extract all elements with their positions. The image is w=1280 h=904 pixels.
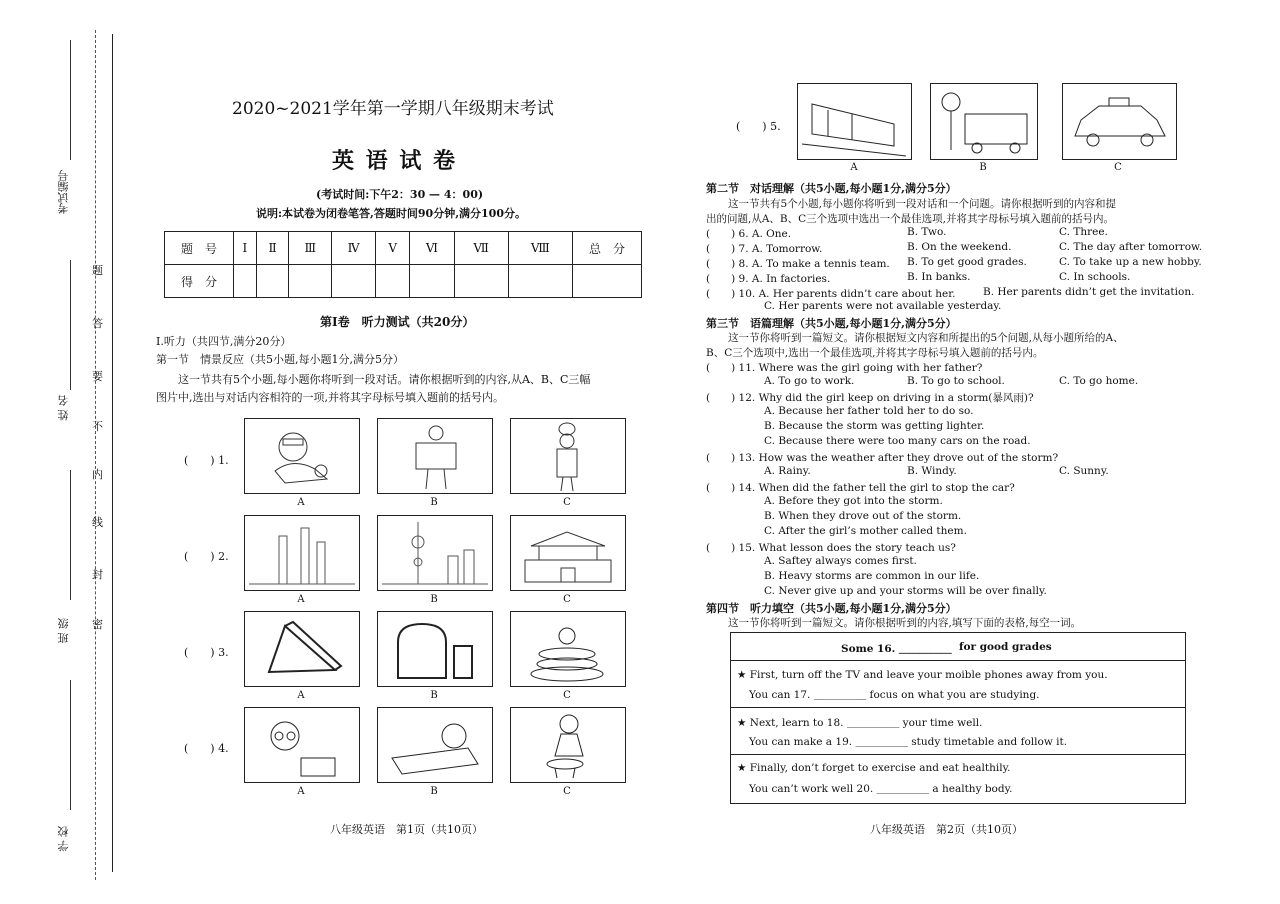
option-label-c: C — [563, 690, 571, 701]
pilot-boy-icon — [245, 419, 359, 493]
exam-note: 说明:本试卷为闭卷笔答,答题时间90分钟,满分100分。 — [256, 207, 526, 220]
score-head: Ⅳ — [332, 232, 376, 265]
q12-c: C. Because there were too many cars on the road. — [764, 435, 1031, 447]
pancakes-icon — [511, 612, 625, 686]
score-head: Ⅱ — [256, 232, 289, 265]
picture-tv-tower-skyline[interactable] — [377, 515, 493, 591]
option-label-a: A — [297, 786, 305, 797]
q15-c: C. Never give up and your storms will be over finally. — [764, 585, 1047, 597]
score-head: Ⅰ — [234, 232, 257, 265]
question-number[interactable]: ( ) 3. — [184, 646, 229, 659]
option-label-b: B — [430, 690, 438, 701]
cut-char: 内 — [92, 468, 103, 481]
boy-reading-icon — [245, 708, 359, 782]
fill-row-text: ★ First, turn off the TV and leave your moible phones away from you. — [737, 669, 1108, 681]
q11-a: A. To go to work. — [764, 375, 855, 387]
bus-stop-icon — [931, 84, 1037, 159]
question-number[interactable]: ( ) 1. — [184, 454, 229, 467]
option-label-c: C — [563, 594, 571, 605]
score-cell[interactable] — [508, 265, 572, 298]
score-head: Ⅵ — [410, 232, 454, 265]
q6-c: C. Three. — [1059, 226, 1108, 238]
q7-c: C. The day after tomorrow. — [1059, 241, 1203, 253]
q7-b: B. On the weekend. — [907, 241, 1012, 253]
score-head: 题 号 — [165, 232, 234, 265]
picture-chef[interactable] — [510, 418, 626, 494]
score-head: Ⅴ — [376, 232, 410, 265]
q13-c: C. Sunny. — [1059, 465, 1109, 477]
train-icon — [798, 84, 911, 159]
picture-pilot-boy[interactable] — [244, 418, 360, 494]
fill-table-divider — [731, 754, 1185, 755]
score-head: 总 分 — [573, 232, 642, 265]
option-label-a: A — [850, 162, 858, 173]
section1-instruction: 图片中,选出与对话内容相符的一项,并将其字母标号填入题前的括号内。 — [156, 391, 504, 404]
cut-char: 要 — [92, 370, 103, 383]
city-towers-icon — [245, 516, 359, 590]
exam-no-label: 考试编号 — [57, 170, 70, 214]
section1-title: 第一节 情景反应（共5小题,每小题1分,满分5分） — [156, 353, 404, 366]
score-head: Ⅶ — [454, 232, 508, 265]
q14-b: B. When they drove out of the storm. — [764, 510, 962, 522]
option-label-a: A — [297, 497, 305, 508]
picture-tiananmen[interactable] — [510, 515, 626, 591]
chef-icon — [511, 419, 625, 493]
q9-b: B. In banks. — [907, 271, 971, 283]
page-1 — [120, 0, 680, 904]
cut-char: 题 — [92, 264, 103, 277]
q10[interactable]: ( ) 10. A. Her parents didn’t care about her. — [706, 288, 956, 300]
q13[interactable]: ( ) 13. How was the weather after they drove out of the storm? — [706, 452, 1059, 464]
q14-c: C. After the girl’s mother called them. — [764, 525, 967, 537]
option-label-c: C — [563, 497, 571, 508]
picture-boy-washing[interactable] — [510, 707, 626, 783]
option-label-b: B — [430, 786, 438, 797]
q15[interactable]: ( ) 15. What lesson does the story teach us? — [706, 542, 956, 554]
section3-title: 第三节 语篇理解（共5小题,每小题1分,满分5分） — [706, 317, 957, 330]
page-footer: 八年级英语 第1页（共10页） — [330, 823, 483, 836]
section4-instruction: 这一节你将听到一篇短文。请你根据听到的内容,填写下面的表格,每空一词。 — [728, 617, 1082, 629]
fill-table-divider — [731, 660, 1185, 661]
name-label: 姓 名 — [57, 395, 70, 421]
picture-pancakes[interactable] — [510, 611, 626, 687]
q6[interactable]: ( ) 6. A. One. — [706, 228, 792, 240]
exam-no-line — [70, 40, 71, 160]
exam-time: (考试时间:下午2：30 — 4：00) — [316, 188, 484, 201]
score-cell[interactable] — [332, 265, 376, 298]
school-label: 学 校 — [57, 826, 70, 852]
q13-b: B. Windy. — [907, 465, 957, 477]
picture-train[interactable] — [797, 83, 912, 160]
q14-a: A. Before they got into the storm. — [764, 495, 943, 507]
section3-instruction: 这一节你将听到一篇短文。请你根据短文内容和所提出的5个问题,从每小题所给的A、 — [728, 332, 1124, 344]
q6-b: B. Two. — [907, 226, 947, 238]
cut-char: 线 — [92, 516, 103, 529]
q8-c: C. To take up a new hobby. — [1059, 256, 1202, 268]
score-cell[interactable] — [256, 265, 289, 298]
fill-table-divider — [731, 707, 1185, 708]
q11-b: B. To go to school. — [907, 375, 1005, 387]
score-table — [164, 231, 642, 298]
q12-b: B. Because the storm was getting lighter. — [764, 420, 985, 432]
page-2 — [700, 0, 1260, 904]
q12-a: A. Because her father told her to do so. — [764, 405, 974, 417]
section3-instruction: B、C三个选项中,选出一个最佳选项,并将其字母标号填入题前的括号内。 — [706, 347, 1044, 359]
q10-b: B. Her parents didn’t get the invitation. — [983, 286, 1195, 298]
fill-table-head-right: for good grades — [959, 641, 1052, 653]
school-line — [70, 680, 71, 810]
fill-row-blank-18[interactable]: ★ Next, learn to 18. ＿＿＿＿＿ your time well. — [737, 717, 983, 729]
class-line — [70, 470, 71, 600]
fill-in-table — [730, 632, 1186, 804]
fill-row-blank-19[interactable]: You can make a 19. ＿＿＿＿＿ study timetable and follow it. — [749, 736, 1068, 748]
name-line — [70, 260, 71, 390]
class-label: 班 级 — [57, 618, 70, 644]
sandwich-icon — [245, 612, 359, 686]
paper-subtitle: 英 语 试 卷 — [332, 148, 457, 174]
q7[interactable]: ( ) 7. A. Tomorrow. — [706, 243, 823, 255]
part1-title: 第Ⅰ卷 听力测试（共20分） — [320, 315, 475, 329]
score-cell[interactable] — [234, 265, 257, 298]
taxi-icon — [1063, 84, 1176, 159]
question-number[interactable]: ( ) 5. — [736, 120, 781, 133]
fill-table-head-left: Some 16. ＿＿＿＿＿ — [841, 643, 952, 655]
question-number[interactable]: ( ) 2. — [184, 550, 229, 563]
score-row-label: 得 分 — [165, 265, 234, 298]
tiananmen-icon — [511, 516, 625, 590]
question-number[interactable]: ( ) 4. — [184, 742, 229, 755]
section2-instruction: 出的问题,从A、B、C三个选项中选出一个最佳选项,并将其字母标号填入题前的括号内。 — [706, 213, 1115, 225]
q8[interactable]: ( ) 8. A. To make a tennis team. — [706, 258, 890, 270]
cut-char: 封 — [92, 568, 103, 581]
q11[interactable]: ( ) 11. Where was the girl going with her father? — [706, 362, 983, 374]
bread-milk-icon — [378, 612, 492, 686]
section4-title: 第四节 听力填空（共5小题,每小题1分,满分5分） — [706, 602, 957, 615]
fill-row-text: ★ Finally, don’t forget to exercise and eat healthily. — [737, 762, 1011, 774]
q12[interactable]: ( ) 12. Why did the girl keep on driving in a storm(暴风雨)? — [706, 392, 1034, 404]
score-cell[interactable] — [410, 265, 454, 298]
q15-a: A. Saftey always comes first. — [764, 555, 917, 567]
fill-row-blank-20[interactable]: You can’t work well 20. ＿＿＿＿＿ a healthy body. — [749, 783, 1013, 795]
q10-c: C. Her parents were not available yesterday. — [764, 300, 1002, 312]
section2-title: 第二节 对话理解（共5小题,每小题1分,满分5分） — [706, 182, 957, 195]
option-label-b: B — [979, 162, 987, 173]
section2-instruction: 这一节共有5个小题,每小题你将听到一段对话和一个问题。请你根据听到的内容和提 — [728, 198, 1117, 210]
tv-tower-icon — [378, 516, 492, 590]
score-cell[interactable] — [289, 265, 332, 298]
cut-char: 密 — [92, 618, 103, 631]
cut-char: 答 — [92, 317, 103, 330]
boy-washing-icon — [511, 708, 625, 782]
q11-c: C. To go home. — [1059, 375, 1139, 387]
option-label-b: B — [430, 497, 438, 508]
section1-instruction: 这一节共有5个小题,每小题你将听到一段对话。请你根据听到的内容,从A、B、C三幅 — [178, 373, 591, 386]
man-map-icon — [378, 419, 492, 493]
q8-b: B. To get good grades. — [907, 256, 1027, 268]
cut-dashed-line — [95, 30, 96, 880]
option-label-b: B — [430, 594, 438, 605]
page-footer: 八年级英语 第2页（共10页） — [870, 823, 1023, 836]
score-cell[interactable] — [573, 265, 642, 298]
listening-section: Ⅰ.听力（共四节,满分20分） — [156, 335, 292, 348]
q15-b: B. Heavy storms are common in our life. — [764, 570, 980, 582]
picture-city-towers[interactable] — [244, 515, 360, 591]
exam-title: 2020~2021学年第一学期八年级期末考试 — [232, 99, 554, 119]
border-line — [112, 34, 113, 872]
picture-bread-milk[interactable] — [377, 611, 493, 687]
q14[interactable]: ( ) 14. When did the father tell the girl to stop the car? — [706, 482, 1015, 494]
picture-man-map[interactable] — [377, 418, 493, 494]
picture-boy-reading[interactable] — [244, 707, 360, 783]
score-head: Ⅷ — [508, 232, 572, 265]
q13-a: A. Rainy. — [764, 465, 811, 477]
picture-taxi[interactable] — [1062, 83, 1177, 160]
q9[interactable]: ( ) 9. A. In factories. — [706, 273, 831, 285]
option-label-a: A — [297, 594, 305, 605]
binding-margin — [0, 0, 120, 904]
score-cell[interactable] — [454, 265, 508, 298]
picture-sandwich[interactable] — [244, 611, 360, 687]
option-label-a: A — [297, 690, 305, 701]
q9-c: C. In schools. — [1059, 271, 1131, 283]
score-cell[interactable] — [376, 265, 410, 298]
cut-char: 不 — [92, 420, 103, 433]
girl-sleeping-icon — [378, 708, 492, 782]
score-head: Ⅲ — [289, 232, 332, 265]
picture-girl-sleeping[interactable] — [377, 707, 493, 783]
option-label-c: C — [1114, 162, 1122, 173]
picture-bus-stop[interactable] — [930, 83, 1038, 160]
fill-row-blank-17[interactable]: You can 17. ＿＿＿＿＿ focus on what you are studying. — [749, 689, 1040, 701]
option-label-c: C — [563, 786, 571, 797]
